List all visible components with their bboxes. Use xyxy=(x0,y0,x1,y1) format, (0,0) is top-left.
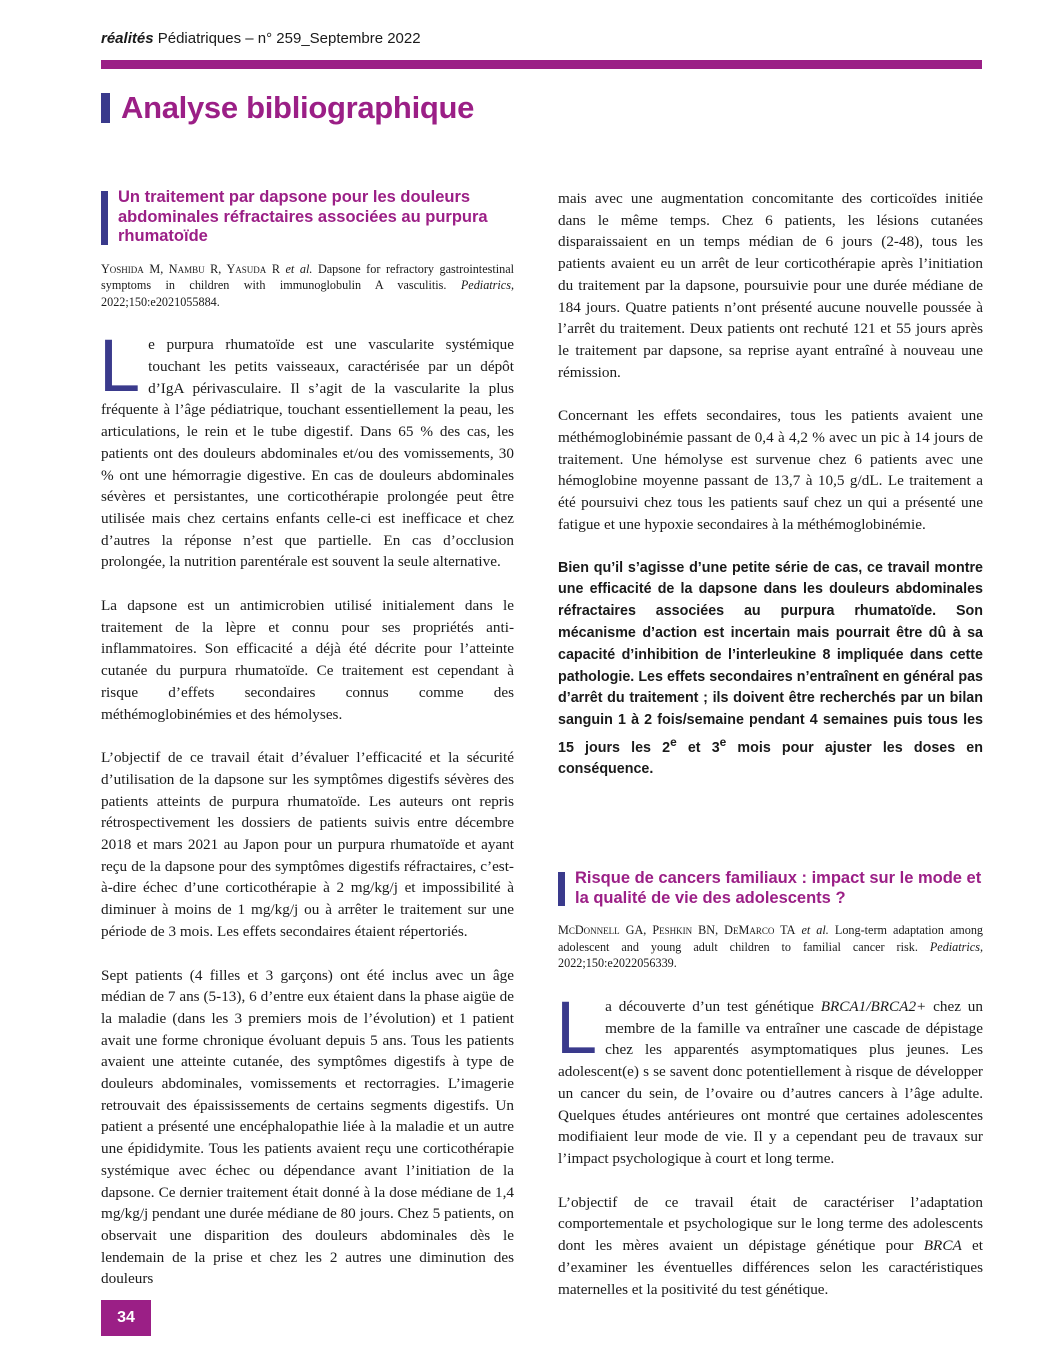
article2-paragraph-2 xyxy=(558,1192,983,1301)
article2-ref-authors: McDonnell GA, Peshkin BN, DeMarco TA xyxy=(558,923,796,938)
running-header xyxy=(101,30,421,47)
article1-paragraph-5: mais avec une augmentation concomitante des corticoïdes initiée dans le même temps. Chez 6 patients, les lésions cutanées disparaissaient en un temps médian de 6 jours (2-48), tous les patients avaient eu un arrêt de leur corticothérapie après l’initiation du traitement par la dapsone, poursuivie pour une durée médiane de 184 jours. Quatre patients n’ont présenté aucune nouvelle poussée à l’arrêt du traitement. Deux patients ont rechuté 121 et 55 jours après le traitement par dapsone, sa reprise ayant entraîné à nouveau une rémission. xyxy=(558,190,983,381)
column-gap xyxy=(558,781,983,869)
article1-reference xyxy=(101,261,514,311)
article1-paragraph-1-text: e purpura rhumatoïde est une vascularite systémique touchant les petits vaisseaux, caractérisée par un dépôt d’IgA périvasculaire. Il s’agit de la vascularite la plus fréquente à l’âge pédiatrique, touchant essentiellement la peau, les articulations, le rein et le tube digestif. Dans 65 % des cas, les patients ont des douleurs abdominales et/ou des vomissements, 30 % ont une hémorragie digestive. En cas de douleurs abdominales sévères et persistantes, une corticothérapie prolongée peut être utilisée mais chez certains enfants celle-ci est inefficace et chez d’autres la réponse n’est que partielle. En cas d’occlusion prolongée, la nutrition parentérale est souvent la seule alternative. xyxy=(101,336,514,571)
article2-title: Risque de cancers familiaux : impact sur le mode et la qualité de vie des adolescents ? xyxy=(575,869,982,907)
article1-ref-authors: Yoshida M, Nambu R, Yasuda R xyxy=(101,261,280,276)
page-number: 34 xyxy=(101,1300,151,1336)
article1-heading-bar xyxy=(101,191,108,245)
article2-ref-etal: et al. xyxy=(801,923,829,938)
article2-p2-a: L’objectif de ce travail était de caractériser l’adaptation comportementale et psychologique sur le long terme des adolescents dont les mères avaient un dépistage génétique pour xyxy=(558,1193,983,1255)
article1-paragraph-2: La dapsone est un antimicrobien utilisé initialement dans le traitement de la lèpre et connu pour ses propriétés anti-inflammatoires. Son efficacité a déjà été décrite pour l’atteinte cutanée du purpura rhumatoïde. Ce traitement est cependant à risque d’effets secondaires connus comme des méthémoglobinémies et des hémolyses. xyxy=(101,597,514,723)
article1-ref-etal: et al. xyxy=(285,261,313,276)
section-title-text: Analyse bibliographique xyxy=(121,90,475,125)
article1-conclusion-text: Bien qu’il s’agisse d’une petite série de cas, ce travail montre une efficacité de la dapsone dans les douleurs abdominales réfractaires associées au purpura rhumatoïde. Son mécanisme d’action est incertain mais pourrait être dû à sa capacité d’inhibition de l’interleukine 8 impliquée dans cette pathologie. Les effets secondaires n’entraînent en général pas d’arrêt du traitement ; ils doivent être recherchés par un bilan sanguin 1 à 2 fois/semaine pendant 4 semaines puis tous les 15 jours les 2 xyxy=(558,559,983,756)
article2-p2-gene: BRCA xyxy=(923,1237,962,1255)
article2-p1-gene: BRCA1/BRCA2+ xyxy=(820,998,927,1016)
superscript-e: e xyxy=(719,734,727,749)
article1-paragraph-3: L’objectif de ce travail était d’évaluer l’efficacité et la sécurité d’utilisation de la dapsone sur les symptômes digestifs sévères des patients atteints de purpura rhumatoïde. Les auteurs ont repris rétrospectivement les dossiers de patients suivis entre décembre 2018 et mars 2021 au Japon pour un purpura rhumatoïde et ayant reçu de la dapsone pour des symptômes digestifs réfractaires, c’est-à-dire échec d’une corticothérapie à 2 mg/kg/j et impossibilité à diminuer à moins de 1 mg/kg/j ou à arrêter le traitement sur une période de 3 mois. Les effets secondaires étaient répertoriés. xyxy=(101,749,514,940)
left-column xyxy=(101,188,514,1290)
article2-p1-b: chez un membre de la famille va entraîner une cascade de dépistage chez les apparentés asymptomatiques plus jeunes. Les adolescent(e) s se savent donc potentiellement à risque de développer un cancer du sein, de l’ovaire ou d’autres cancers à l’âge adulte. Quelques études antérieures ont montré que certaines adolescentes modifiaient leur mode de vie. Il y a cependant peu de travaux sur l’impact psychologique à court et long terme. xyxy=(558,998,983,1167)
article2-dropcap: L xyxy=(556,986,598,1070)
article1-heading xyxy=(101,188,514,247)
superscript-e: e xyxy=(670,734,677,749)
article1-title: Un traitement par dapsone pour les douleurs abdominales réfractaires associées au purpura rhumatoïde xyxy=(118,188,488,245)
article1-paragraph-4: Sept patients (4 filles et 3 garçons) ont été inclus avec un âge médian de 7 ans (5-13), 6 d’entre eux étaient dans la phase aigüe de la maladie (dans les 3 premiers mois de l’évolution) et 1 patient avait une forme chronique évoluant depuis 5 ans. Tous les patients avaient une atteinte cutanée, des symptômes digestifs à type de douleurs abdominales, vomissements et rectorragies. L’imagerie retrouvait des épaississements de certains segments digestifs. Un patient a présenté une encéphalopathie liée à la maladie et un autre une épididymite. Tous les patients avaient reçu une corticothérapie systémique avec échec ou dépendance avant l’initiation de la dapsone. Ce dernier traitement était donné à la dose médiane de 1,4 mg/kg/j pendant une durée médiane de 80 jours. Chez 5 patients, on observait une disparition des douleurs abdominales dès le lendemain de la prise et chez les 2 autres une diminution des douleurs xyxy=(101,966,514,1288)
article1-conclusion xyxy=(558,558,983,782)
header-rule xyxy=(101,60,982,69)
article1-paragraph-1 xyxy=(99,324,514,573)
article1-ref-journal: Pediatrics, xyxy=(460,278,515,293)
article2-p1-a: a découverte d’un test génétique xyxy=(605,998,821,1016)
article1-ref-citation: 2022;150:e2021055884. xyxy=(101,294,220,309)
right-column xyxy=(558,188,983,1300)
article1-paragraph-6: Concernant les effets secondaires, tous les patients avaient une méthémoglobinémie passant de 0,4 à 4,2 % avec un pic à 14 jours de traitement. Une hémolyse est survenue chez 6 patients avec une hémoglobine moyenne passant de 13,7 à 10,5 g/dL. Le traitement a été poursuivi chez tous les patients sauf chez un qui a présenté une fatigue et une hypoxie secondaires à la méthémoglobinémie. xyxy=(558,407,983,533)
article2-p2-b: et d’examiner les éventuelles différences selon les caractéristiques maternelles et la positivité du test génétique. xyxy=(558,1237,983,1298)
article1-conclusion-mid: et 3 xyxy=(676,739,720,756)
article2-reference xyxy=(558,922,983,972)
article2-ref-citation: 2022;150:e2022056339. xyxy=(558,956,677,971)
section-title-bar xyxy=(101,93,110,123)
section-title xyxy=(101,88,474,128)
article1-conclusion-end: mois pour ajuster les doses en conséquence. xyxy=(558,739,983,778)
journal-brand: réalités xyxy=(101,30,154,47)
article1-dropcap: L xyxy=(99,324,141,408)
article2-paragraph-1 xyxy=(556,986,983,1170)
article2-heading-bar xyxy=(558,872,565,906)
article1-ref-text: Dapsone for refractory gastrointestinal symptoms in children with immunoglobulin A vasculitis. xyxy=(101,261,515,293)
article2-ref-text: Long-term adaptation among adolescent and young adult children to familial cancer risk. xyxy=(558,923,984,954)
article2-heading xyxy=(558,869,983,908)
journal-issue: Pédiatriques – n° 259_Septembre 2022 xyxy=(157,30,421,47)
article2-ref-journal: Pediatrics, xyxy=(929,939,983,954)
